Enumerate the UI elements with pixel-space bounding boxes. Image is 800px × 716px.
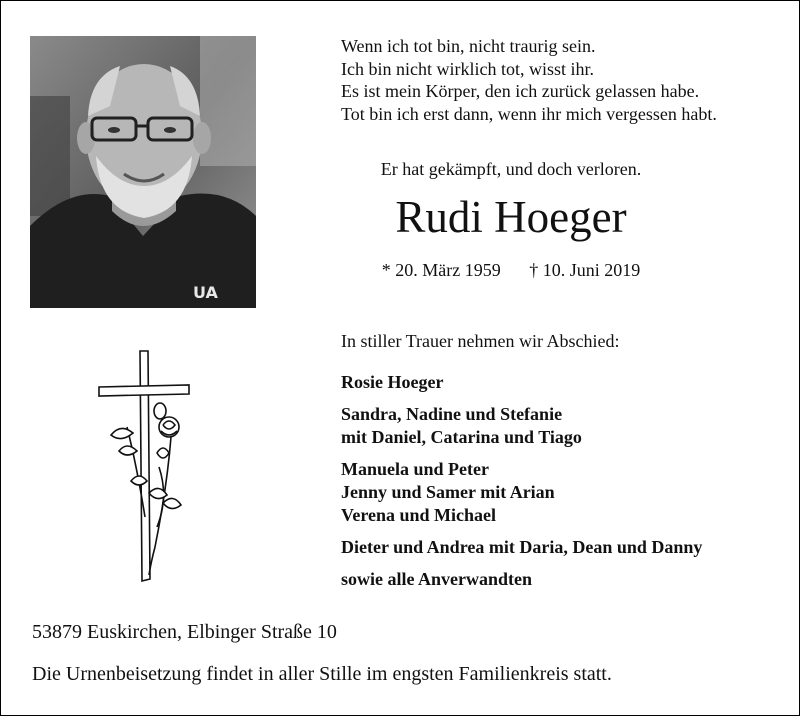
mourner-group: [341, 536, 791, 559]
cross-with-roses-icon: [97, 347, 197, 587]
death-date: † 10. Juni 2019: [529, 260, 641, 280]
birth-date: * 20. März 1959: [381, 260, 501, 280]
mourner-group: [341, 371, 791, 394]
mourners-list: [341, 371, 791, 600]
mourner-group: [341, 458, 791, 527]
motto: Er hat gekämpft, und doch verloren.: [380, 159, 642, 179]
mourner-line: sowie alle Anverwandten: [341, 569, 532, 589]
mourner-line: mit Daniel, Catarina und Tiago: [341, 427, 582, 447]
poem-line: Wenn ich tot bin, nicht traurig sein.: [341, 36, 596, 56]
poem-line: Es ist mein Körper, den ich zurück gelassen habe.: [341, 81, 700, 101]
mourner-line: Sandra, Nadine und Stefanie: [341, 404, 563, 424]
burial-notice: Die Urnenbeisetzung findet in aller Stille im engsten Familienkreis statt.: [32, 663, 612, 685]
deceased-name: Rudi Hoeger: [395, 192, 627, 242]
mourner-line: Rosie Hoeger: [341, 372, 444, 392]
address: 53879 Euskirchen, Elbinger Straße 10: [32, 621, 337, 643]
poem: [341, 35, 781, 125]
mourner-line: Manuela und Peter: [341, 459, 489, 479]
poem-line: Tot bin ich erst dann, wenn ihr mich vergessen habt.: [341, 103, 717, 124]
mourner-line: Jenny und Samer mit Arian: [341, 482, 555, 502]
farewell-intro: In stiller Trauer nehmen wir Abschied:: [341, 331, 620, 351]
portrait-photo: [30, 36, 256, 308]
mourner-line: Dieter und Andrea mit Daria, Dean und Danny: [341, 537, 703, 557]
mourner-group: [341, 403, 791, 449]
shirt-logo: UA: [193, 283, 218, 302]
poem-line: Ich bin nicht wirklich tot, wisst ihr.: [341, 58, 594, 79]
life-dates: [341, 260, 681, 281]
mourner-line: Verena und Michael: [341, 505, 497, 525]
mourner-group: [341, 568, 791, 591]
